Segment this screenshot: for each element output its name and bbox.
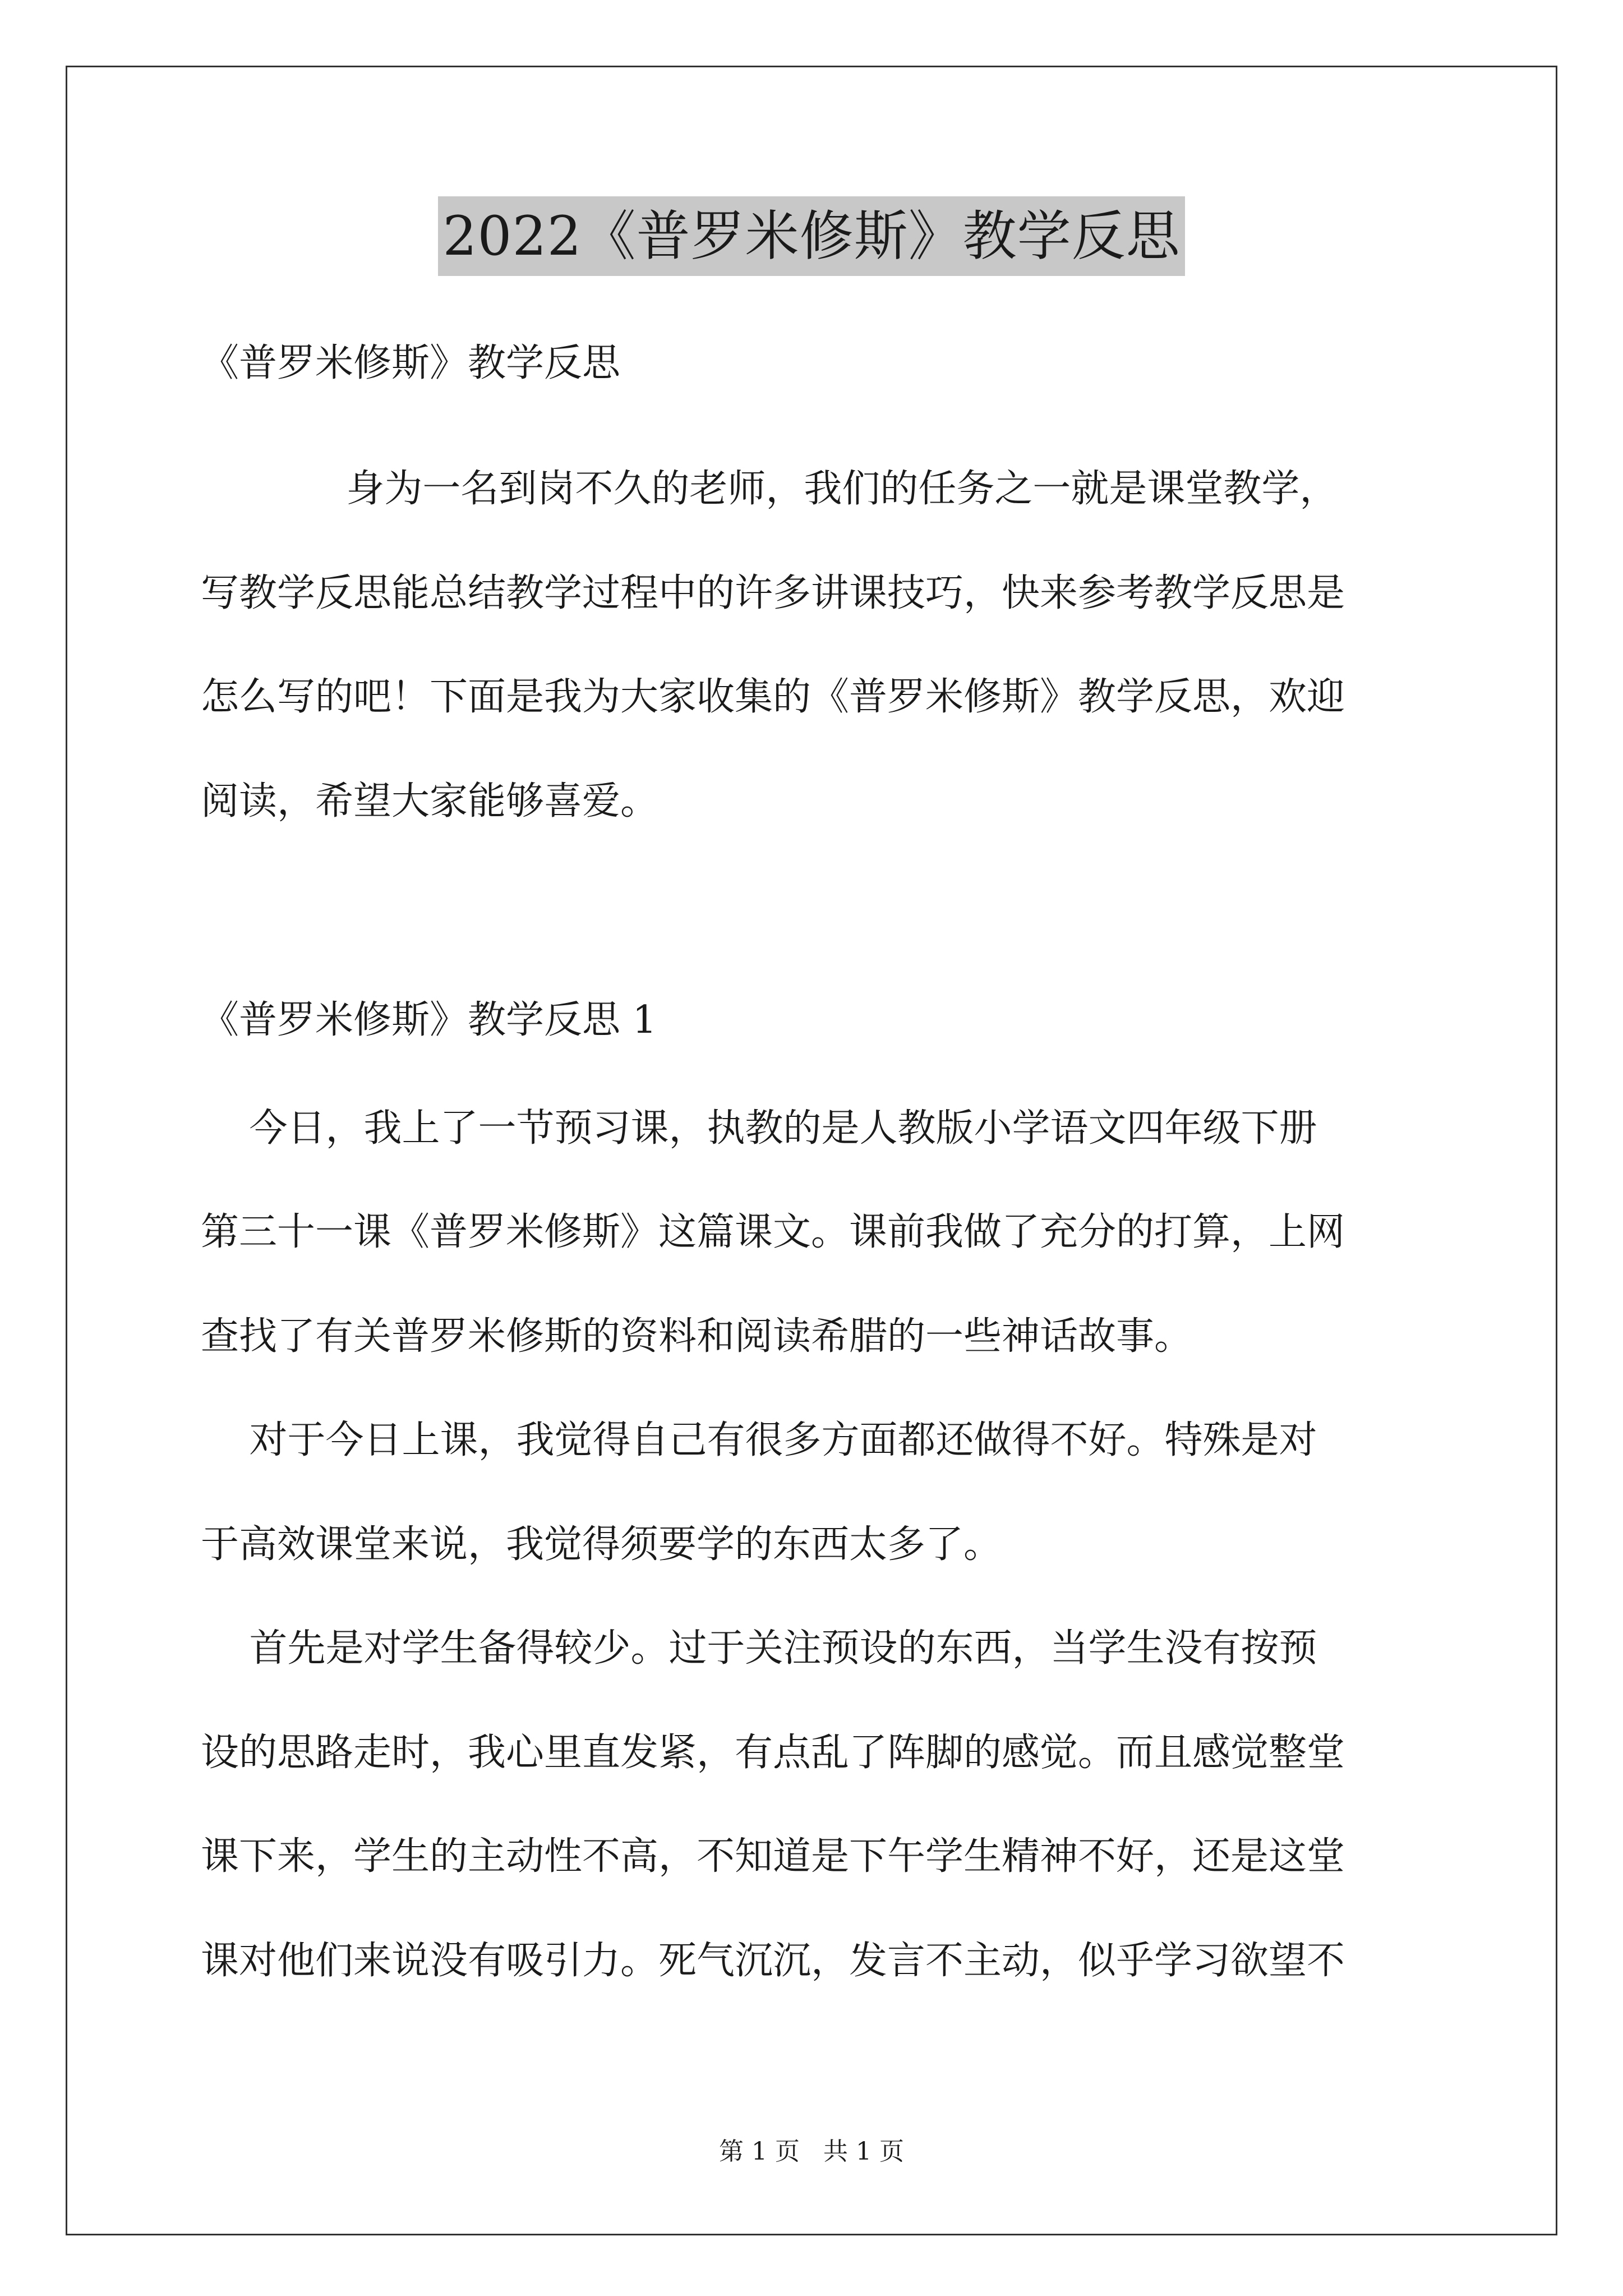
page-footer: 第 1 页 共 1 页: [719, 2137, 904, 2166]
paragraph-line: 设的思路走时，我心里直发紧，有点乱了阵脚的感觉。而且感觉整堂: [201, 1731, 1345, 1775]
paragraph-line: 今日，我上了一节预习课，执教的是人教版小学语文四年级下册: [201, 1106, 1317, 1151]
intro-line-1: 身为一名到岗不久的老师，我们的任务之一就是课堂教学，: [201, 467, 1338, 511]
paragraph-line: 课下来，学生的主动性不高，不知道是下午学生精神不好，还是这堂: [201, 1834, 1345, 1879]
intro-line-2: 写教学反思能总结教学过程中的许多讲课技巧，快来参考教学反思是: [201, 571, 1345, 615]
section-heading-1: 《普罗米修斯》教学反思 1: [201, 998, 657, 1042]
paragraph-line: 于高效课堂来说，我觉得须要学的东西太多了。: [201, 1522, 1002, 1567]
paragraph-line: 查找了有关普罗米修斯的资料和阅读希腊的一些神话故事。: [201, 1314, 1193, 1359]
section-heading: 《普罗米修斯》教学反思: [201, 341, 621, 385]
paragraph-line: 课对他们来说没有吸引力。死气沉沉，发言不主动，似乎学习欲望不: [201, 1939, 1345, 1983]
title-container: [0, 196, 1623, 276]
paragraph-line: 对于今日上课，我觉得自己有很多方面都还做得不好。特殊是对: [201, 1418, 1317, 1462]
paragraph-line: 第三十一课《普罗米修斯》这篇课文。课前我做了充分的打算，上网: [201, 1210, 1345, 1254]
page-border: [66, 66, 1557, 2235]
intro-line-3: 怎么写的吧！下面是我为大家收集的《普罗米修斯》教学反思，欢迎: [201, 675, 1345, 719]
document-title: 2022《普罗米修斯》教学反思: [438, 196, 1184, 276]
paragraph-line: 首先是对学生备得较少。过于关注预设的东西，当学生没有按预: [201, 1626, 1317, 1671]
intro-line-4: 阅读，希望大家能够喜爱。: [201, 779, 659, 823]
